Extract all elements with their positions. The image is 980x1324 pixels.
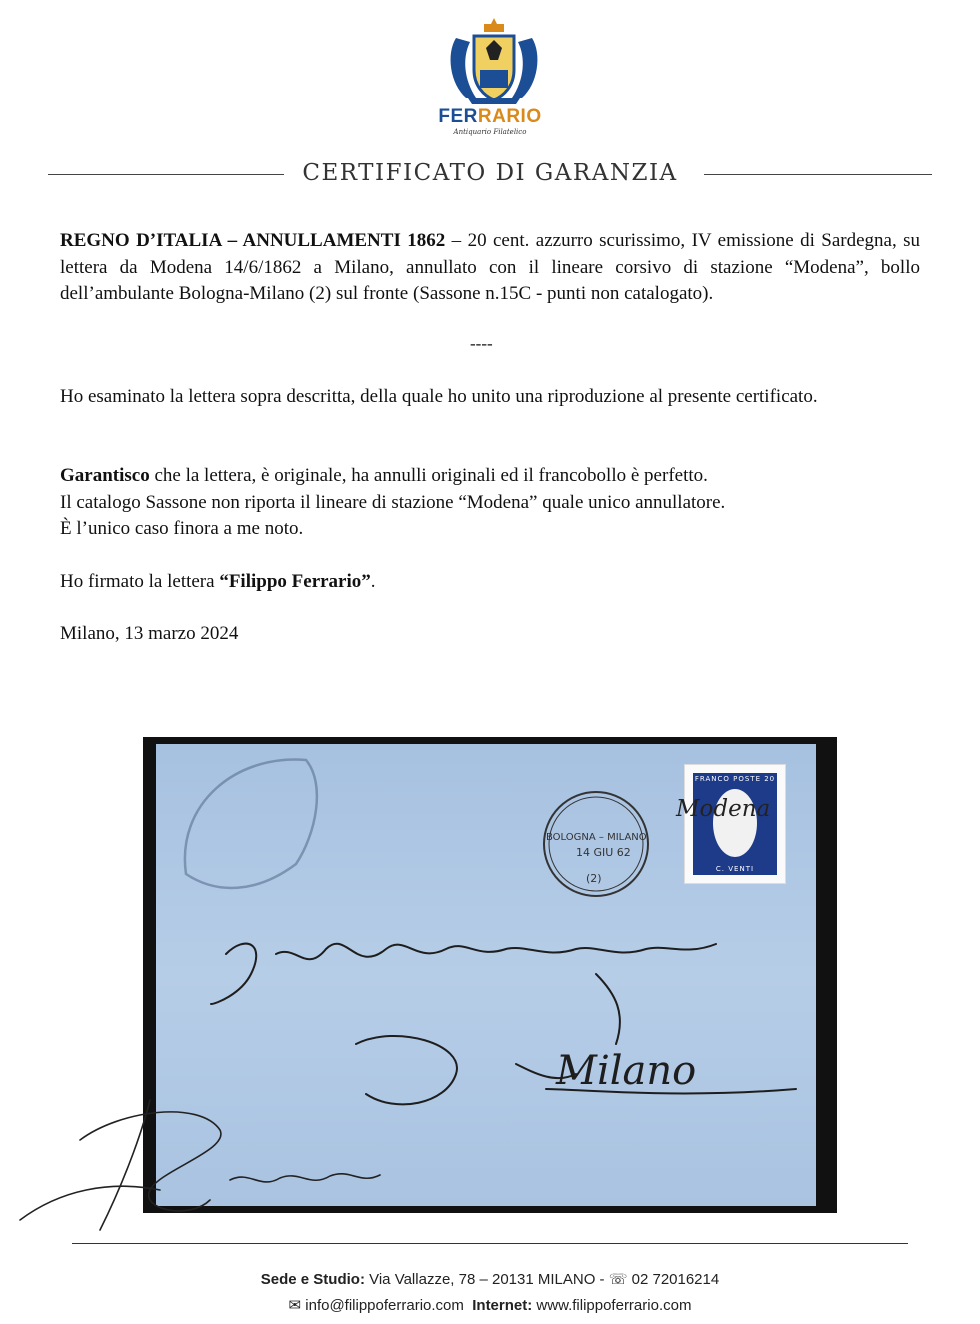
guarantee-line-3: È l’unico caso finora a me noto. xyxy=(60,518,304,539)
postmark-date: 14 GIU 62 xyxy=(576,846,631,859)
description-paragraph xyxy=(60,228,920,308)
guarantee-bold: Garantisco xyxy=(60,465,150,486)
brand-name: FERRARIO xyxy=(438,106,542,127)
signature xyxy=(0,1080,420,1240)
postmark-top: BOLOGNA – MILANO xyxy=(546,832,647,843)
footer-address-label: Sede e Studio: xyxy=(260,1271,365,1288)
footer-address-text: Via Vallazze, 78 – 20131 MILANO - ☏ 02 72016214 xyxy=(364,1271,720,1288)
title-rule-left xyxy=(48,174,284,175)
place-date: Milano, 13 marzo 2024 xyxy=(60,623,239,644)
signed-suffix: . xyxy=(370,571,376,592)
stamp-top-text: FRANCO POSTE 20 xyxy=(694,775,776,783)
footer-contact xyxy=(0,1296,980,1314)
station-cancel: Modena xyxy=(676,796,771,822)
letter-address: Milano xyxy=(556,1048,697,1094)
brand-subtitle: Antiquario Filatelico xyxy=(453,128,527,136)
examined-paragraph: Ho esaminato la lettera sopra descritta, della quale ho unito una riproduzione al presente certificato. xyxy=(60,386,818,407)
footer-internet-link[interactable]: www.filippoferrario.com xyxy=(532,1297,692,1314)
description-heading: REGNO D’ITALIA – ANNULLAMENTI 1862 xyxy=(60,230,446,251)
guarantee-text: che la lettera, è originale, ha annulli originali ed il francobollo è perfetto. xyxy=(149,465,708,486)
separator: ---- xyxy=(470,334,493,353)
signed-prefix: Ho firmato la lettera xyxy=(60,571,220,592)
postmark-number: (2) xyxy=(586,872,602,885)
signed-line xyxy=(60,569,376,595)
description-text: – 20 cent. azzurro scurissimo, IV emissione di Sardegna, su lettera da Modena 14/6/1862 a Milano, annullato con il lineare corsivo di stazione “Modena”, bollo dell’ambulante Bologna-Milano (2) sul fronte (Sassone n.15C - punti non catalogato). xyxy=(60,230,920,304)
footer-address xyxy=(0,1270,980,1288)
guarantee-line-2: Il catalogo Sassone non riporta il lineare di stazione “Modena” quale unico annullatore. xyxy=(60,492,726,513)
footer-email[interactable]: ✉ info@filippoferrario.com xyxy=(288,1297,464,1314)
footer-rule xyxy=(72,1243,908,1244)
stamp-frame xyxy=(693,773,777,875)
footer-internet-label: Internet: xyxy=(472,1297,533,1314)
postage-stamp xyxy=(684,764,786,884)
guarantee-line-1 xyxy=(60,463,708,489)
title-row xyxy=(48,160,932,190)
title-rule-right xyxy=(704,174,932,175)
signed-name: “Filippo Ferrario” xyxy=(219,571,371,592)
certificate-title: CERTIFICATO DI GARANZIA xyxy=(302,160,678,186)
stamp-bottom-text: C. VENTI xyxy=(715,865,755,873)
